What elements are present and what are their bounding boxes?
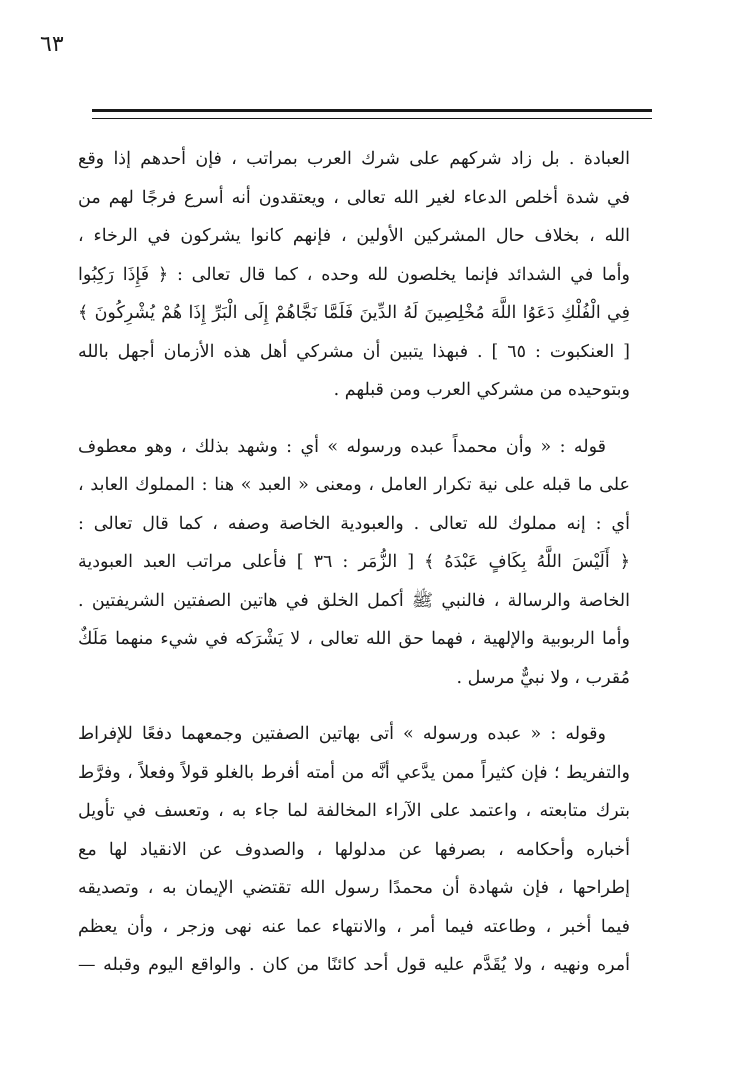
- text-line: وأما الربوبية والإلهية ، فهما حق الله تعالى ، لا يَشْرَكه في شيء منهما مَلَكٌ: [78, 629, 630, 649]
- text-line: وأما في الشدائد فإنما يخلصون لله وحده ، كما قال تعالى : ﴿ فَإِذَا رَكِبُوا: [78, 264, 630, 285]
- text-line: بترك متابعته ، واعتمد على الآراء المخالفة لما جاء به ، وتعسف في تأويل: [78, 801, 630, 821]
- header-rule-thin: [92, 118, 652, 119]
- header-rule-thick: [92, 109, 652, 112]
- text-line: وبتوحيده من مشركي العرب ومن قبلهم .: [333, 380, 630, 400]
- text-line: وقوله : « عبده ورسوله » أتى بهاتين الصفتين وجمعهما دفعًا للإفراط: [78, 724, 606, 744]
- paragraph: [78, 715, 630, 985]
- text-line: إطراحها ، فإن شهادة أن محمدًا رسول الله تقتضي الإيمان به ، وتصديقه: [78, 878, 630, 898]
- quran-verse-line: ﴿ أَلَيْسَ اللَّهُ بِكَافٍ عَبْدَهُ ﴾ [ الزُّمَر : ٣٦ ] فأعلى مراتب العبد العبودية: [78, 552, 630, 572]
- text-line: أي : إنه مملوك لله تعالى . والعبودية الخاصة وصفه ، كما قال تعالى :: [78, 513, 630, 534]
- text-line: [ العنكبوت : ٦٥ ] . فبهذا يتبين أن مشركي أهل هذه الأزمان أجهل بالله: [78, 341, 630, 362]
- page-number: ٦٣: [40, 32, 64, 57]
- page-body: [78, 140, 630, 985]
- text-line: الله ، بخلاف حال المشركين الأولين ، فإنهم كانوا يشركون في الرخاء ،: [78, 226, 630, 246]
- text-line: فيما أخبر ، وطاعته فيما أمر ، والانتهاء عما عنه نهى وزجر ، وأن يعظم: [78, 916, 630, 937]
- text-line: مُقرب ، ولا نبيٌّ مرسل .: [456, 667, 630, 688]
- text-line: قوله : « وأن محمداً عبده ورسوله » أي : وشهد بذلك ، وهو معطوف: [78, 436, 606, 457]
- text-line: في شدة أخلص الدعاء لغير الله تعالى ، ويعتقدون أنه أسرع فرجًا لهم من: [78, 187, 630, 208]
- text-line: أخباره وأحكامه ، بصرفها عن مدلولها ، والصدوف عن الانقياد لها مع: [78, 839, 630, 860]
- paragraph: [78, 140, 630, 410]
- text-line: أمره ونهيه ، ولا يُقَدَّم عليه قول أحد كائنًا من كان . والواقع اليوم وقبله —: [78, 955, 630, 975]
- text-line: العبادة . بل زاد شركهم على شرك العرب بمراتب ، فإن أحدهم إذا وقع: [78, 149, 630, 169]
- text-line: والتفريط ؛ فإن كثيراً ممن يدَّعي أنَّه من أمته أفرط بالغلو قولاً وفعلاً ، وفرَّط: [78, 762, 630, 783]
- paragraph: [78, 428, 630, 698]
- text-line: الخاصة والرسالة ، فالنبي ﷺ أكمل الخلق في هاتين الصفتين الشريفتين .: [78, 590, 630, 611]
- quran-verse-line: فِي الْفُلْكِ دَعَوُا اللَّهَ مُخْلِصِينَ لَهُ الدِّينَ فَلَمَّا نَجَّاهُمْ إِلَى الْبَرِّ إِذَا هُمْ يُشْرِكُونَ ﴾: [78, 303, 630, 323]
- text-line: على ما قبله على نية تكرار العامل ، ومعنى « العبد » هنا : المملوك العابد ،: [78, 475, 630, 495]
